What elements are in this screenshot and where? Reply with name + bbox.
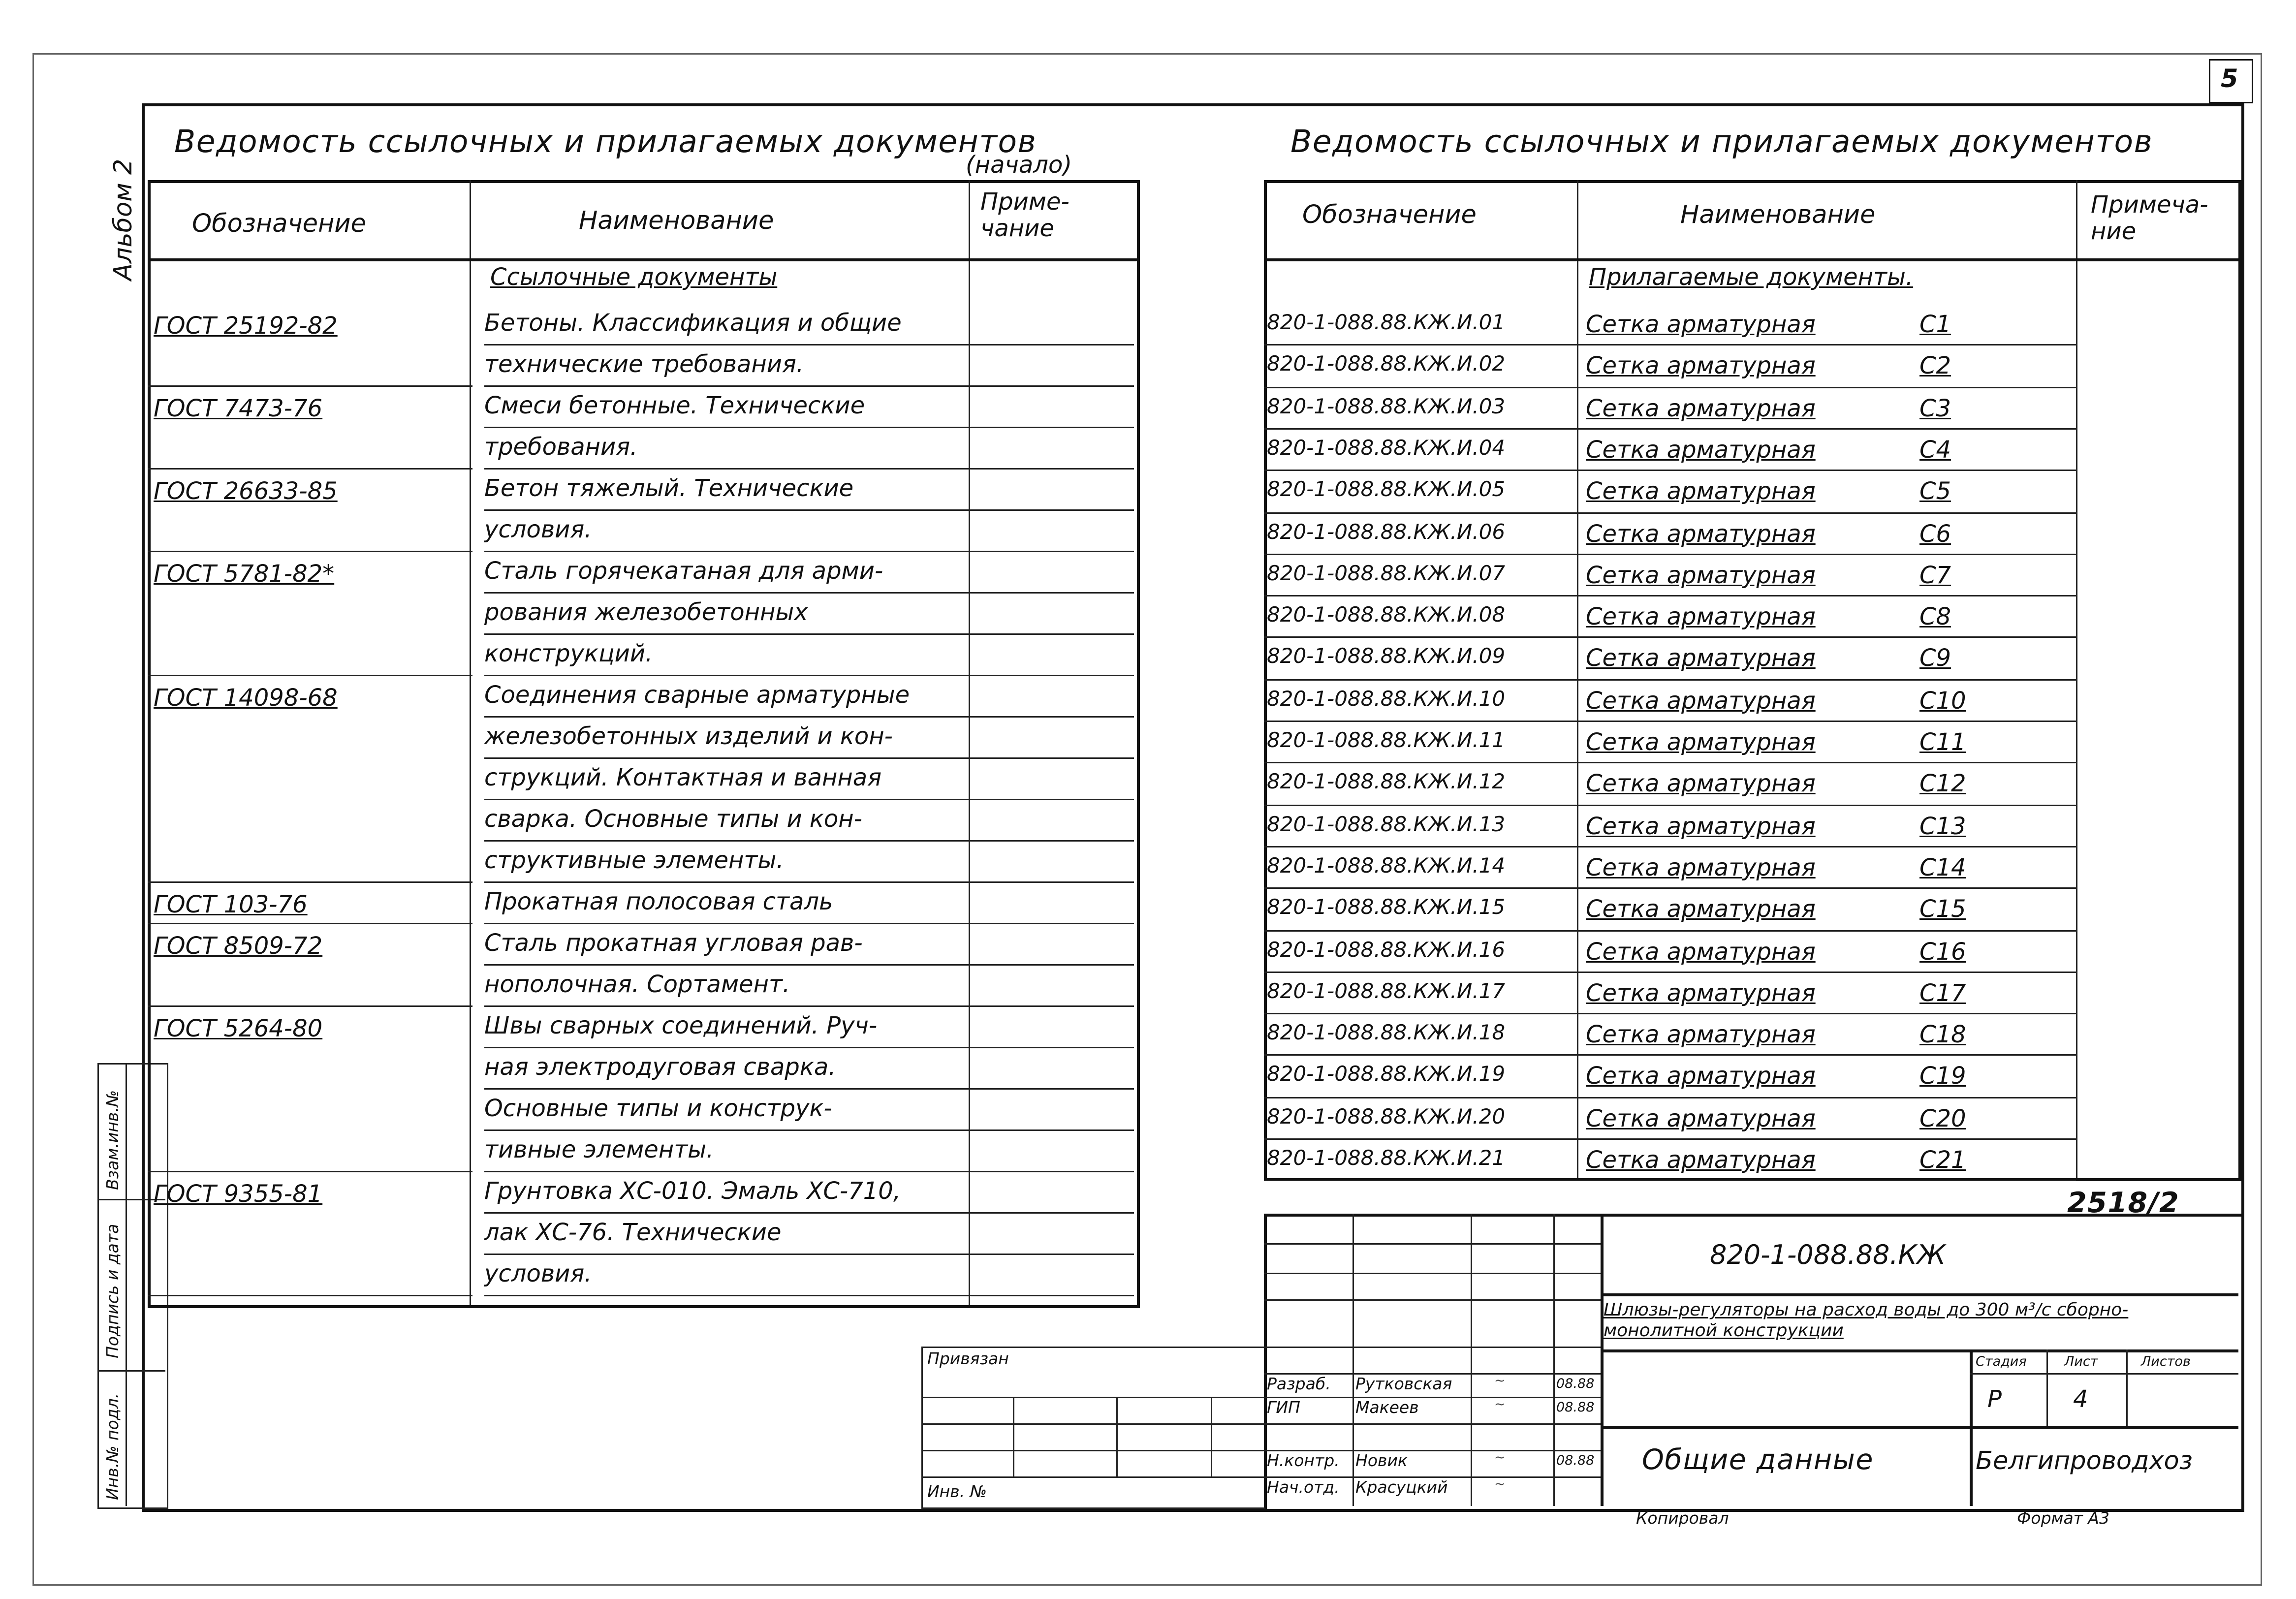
left-row-name-line: ная электродуговая сварка. <box>484 1053 836 1081</box>
left-table-title: Ведомость ссылочных и прилагаемых документов <box>174 124 1037 159</box>
left-row-separator <box>148 551 472 552</box>
right-row-line <box>1264 721 2076 722</box>
left-header-designation: Обозначение <box>192 210 366 239</box>
right-row-line <box>1264 1055 2076 1056</box>
left-row-code: ГОСТ 8509-72 <box>154 932 323 960</box>
bound-h2 <box>921 1423 1264 1425</box>
right-row-mark: С5 <box>1919 477 1951 505</box>
right-row-code: 820-1-088.88.КЖ.И.10 <box>1267 688 1506 712</box>
left-row-separator <box>148 923 472 924</box>
right-row-name: Сетка арматурная <box>1586 686 1816 715</box>
inv-label: Инв. № <box>927 1482 987 1502</box>
left-row-code: ГОСТ 7473-76 <box>154 394 323 422</box>
left-col-divider-1 <box>470 180 471 1305</box>
left-row-name-line: структивные элементы. <box>484 846 784 874</box>
side-strip-divider <box>126 1063 127 1506</box>
left-row-code: ГОСТ 103-76 <box>154 890 308 918</box>
signature-role: Н.контр. <box>1267 1451 1340 1471</box>
right-row-mark: С9 <box>1919 644 1951 673</box>
right-row-name: Сетка арматурная <box>1586 519 1816 547</box>
side-vzam-inv: Взам.инв.№ <box>103 1090 123 1190</box>
right-row-code: 820-1-088.88.КЖ.И.14 <box>1267 854 1506 878</box>
tb-v4 <box>1601 1214 1604 1506</box>
tb-document-code: 820-1-088.88.КЖ <box>1710 1240 1946 1271</box>
left-row-name-line: Основные типы и конструк- <box>484 1094 832 1122</box>
left-row-name-line: условия. <box>484 515 592 543</box>
handwritten-signature: ~ <box>1494 1451 1506 1466</box>
right-row-code: 820-1-088.88.КЖ.И.02 <box>1267 353 1506 377</box>
left-row-separator <box>148 1295 472 1296</box>
left-row-name-line: технические требования. <box>484 350 804 378</box>
bound-v1 <box>1013 1397 1014 1476</box>
left-row-code: ГОСТ 5781-82* <box>154 560 335 588</box>
stamp-number: 2518/2 <box>2067 1187 2180 1220</box>
copied-label: Копировал <box>1636 1509 1729 1528</box>
left-row-name-line: Сталь прокатная угловая рав- <box>484 929 863 957</box>
right-row-code: 820-1-088.88.КЖ.И.21 <box>1267 1147 1506 1171</box>
left-row-name-line: конструкций. <box>484 639 653 667</box>
right-row-line <box>1264 1097 2076 1098</box>
right-row-code: 820-1-088.88.КЖ.И.16 <box>1267 938 1506 962</box>
left-row-separator <box>148 385 472 387</box>
right-row-line <box>1264 595 2076 596</box>
bound-v2 <box>1116 1397 1118 1476</box>
right-row-code: 820-1-088.88.КЖ.И.18 <box>1267 1022 1506 1046</box>
right-row-code: 820-1-088.88.КЖ.И.07 <box>1267 562 1506 586</box>
tb-description: Шлюзы-регуляторы на расход воды до 300 м³/с сборно-монолитной конструкции <box>1604 1299 2129 1341</box>
right-row-mark: С18 <box>1919 1020 1966 1049</box>
right-row-code: 820-1-088.88.КЖ.И.20 <box>1267 1105 1506 1129</box>
right-row-line <box>1264 1180 2076 1182</box>
right-row-code: 820-1-088.88.КЖ.И.06 <box>1267 520 1506 544</box>
tb-h7 <box>1264 1423 1601 1425</box>
right-row-line <box>1264 637 2076 638</box>
right-row-mark: С17 <box>1919 978 1966 1007</box>
right-row-name: Сетка арматурная <box>1586 728 1816 756</box>
right-row-mark: С3 <box>1919 393 1951 422</box>
bound-label: Привязан <box>927 1349 1009 1369</box>
left-row-line <box>484 799 1134 800</box>
album-label: Альбом 2 <box>109 158 139 281</box>
right-row-mark: С14 <box>1919 853 1966 881</box>
right-row-code: 820-1-088.88.КЖ.И.09 <box>1267 646 1506 670</box>
left-col-divider-2 <box>969 180 970 1305</box>
left-header-name: Наименование <box>579 207 774 236</box>
side-sign-date: Подпись и дата <box>103 1223 123 1358</box>
right-row-line <box>1264 1013 2076 1014</box>
side-strip-line-2 <box>97 1370 165 1372</box>
left-row-code: ГОСТ 26633-85 <box>154 477 338 505</box>
left-table-title-note: (начало) <box>966 151 1072 179</box>
left-section-title: Ссылочные документы <box>490 263 778 291</box>
page-number: 5 <box>2221 65 2238 94</box>
right-row-line <box>1264 345 2076 346</box>
left-header-note: Приме- чание <box>980 188 1069 242</box>
right-row-mark: С13 <box>1919 811 1966 840</box>
right-row-line <box>1264 930 2076 931</box>
tb-stage-v1 <box>2046 1349 2048 1426</box>
tb-stage: Р <box>1987 1385 2002 1413</box>
right-row-name: Сетка арматурная <box>1586 1062 1816 1091</box>
left-row-line <box>484 881 1134 883</box>
handwritten-signature: ~ <box>1494 1398 1506 1413</box>
right-header-note: Примеча- ние <box>2091 190 2208 245</box>
right-col-divider-2 <box>2076 180 2077 1178</box>
left-row-line <box>484 716 1134 718</box>
right-row-name: Сетка арматурная <box>1586 435 1816 464</box>
right-row-code: 820-1-088.88.КЖ.И.05 <box>1267 478 1506 502</box>
signature-date: 08.88 <box>1556 1401 1595 1416</box>
left-row-name-line: Бетон тяжелый. Технические <box>484 474 854 502</box>
right-row-line <box>1264 428 2076 430</box>
right-row-mark: С15 <box>1919 895 1966 923</box>
left-row-line <box>484 1254 1134 1255</box>
right-header-line <box>1264 258 2238 261</box>
left-row-line <box>484 757 1134 759</box>
left-row-name-line: Сталь горячекатаная для арми- <box>484 557 883 585</box>
right-row-line <box>1264 679 2076 680</box>
right-row-mark: С16 <box>1919 937 1966 965</box>
right-row-mark: С6 <box>1919 519 1951 547</box>
right-row-name: Сетка арматурная <box>1586 561 1816 589</box>
bound-h3 <box>921 1450 1264 1451</box>
signature-name: Рутковская <box>1355 1375 1452 1394</box>
right-row-name: Сетка арматурная <box>1586 602 1816 631</box>
right-row-line <box>1264 553 2076 555</box>
bound-v3 <box>1211 1397 1212 1476</box>
left-row-line <box>484 385 1134 387</box>
tb-v3 <box>1553 1214 1555 1506</box>
left-row-name-line: Грунтовка ХС-010. Эмаль ХС-710, <box>484 1177 901 1205</box>
left-row-line <box>484 1047 1134 1048</box>
right-row-mark: С7 <box>1919 561 1951 589</box>
right-row-mark: С21 <box>1919 1146 1966 1174</box>
handwritten-signature: ~ <box>1494 1375 1506 1389</box>
right-row-name: Сетка арматурная <box>1586 853 1816 881</box>
right-table-title: Ведомость ссылочных и прилагаемых документов <box>1290 124 2153 159</box>
tb-v1 <box>1352 1214 1354 1506</box>
left-row-name-line: железобетонных изделий и кон- <box>484 722 893 750</box>
left-header-line <box>148 258 1137 261</box>
left-row-code: ГОСТ 14098-68 <box>154 684 338 712</box>
right-header-designation: Обозначение <box>1302 201 1477 230</box>
right-row-name: Сетка арматурная <box>1586 937 1816 965</box>
left-row-line <box>484 964 1134 966</box>
left-row-name-line: Бетоны. Классификация и общие <box>484 309 902 337</box>
tb-stage-h <box>1970 1373 2238 1375</box>
left-row-code: ГОСТ 25192-82 <box>154 312 338 340</box>
right-row-name: Сетка арматурная <box>1586 351 1816 380</box>
format-label: Формат А3 <box>2017 1509 2109 1528</box>
right-row-name: Сетка арматурная <box>1586 1020 1816 1049</box>
tb-stage-label: Стадия <box>1976 1355 2027 1370</box>
right-row-mark: С19 <box>1919 1062 1966 1091</box>
left-row-line <box>484 427 1134 428</box>
tb-h3 <box>1264 1299 1601 1301</box>
signature-name: Макеев <box>1355 1398 1419 1417</box>
right-row-code: 820-1-088.88.КЖ.И.03 <box>1267 395 1506 419</box>
left-row-line <box>484 344 1134 345</box>
left-row-line <box>484 633 1134 635</box>
signature-name: Красуцкий <box>1355 1478 1448 1497</box>
left-row-line <box>484 592 1134 594</box>
left-row-code: ГОСТ 5264-80 <box>154 1014 323 1042</box>
right-row-code: 820-1-088.88.КЖ.И.08 <box>1267 604 1506 628</box>
left-row-line <box>484 1295 1134 1296</box>
signature-role: Нач.отд. <box>1267 1478 1340 1497</box>
right-row-name: Сетка арматурная <box>1586 310 1816 338</box>
left-row-name-line: Швы сварных соединений. Руч- <box>484 1011 878 1039</box>
tb-sheet-title: Общие данные <box>1642 1444 1874 1476</box>
tb-sheets-label: Листов <box>2141 1355 2191 1370</box>
left-row-line <box>484 1005 1134 1007</box>
tb-stage-v2 <box>2126 1349 2128 1426</box>
right-row-mark: С10 <box>1919 686 1966 715</box>
left-row-name-line: нополочная. Сортамент. <box>484 970 790 998</box>
right-row-code: 820-1-088.88.КЖ.И.19 <box>1267 1064 1506 1088</box>
left-row-name-line: тивные элементы. <box>484 1135 714 1163</box>
left-row-name-line: рования железобетонных <box>484 598 808 626</box>
right-row-code: 820-1-088.88.КЖ.И.15 <box>1267 896 1506 920</box>
right-row-line <box>1264 386 2076 388</box>
right-row-code: 820-1-088.88.КЖ.И.13 <box>1267 813 1506 837</box>
tb-h2 <box>1264 1273 1601 1274</box>
left-row-line <box>484 1212 1134 1214</box>
right-row-code: 820-1-088.88.КЖ.И.01 <box>1267 312 1506 335</box>
tb-v2 <box>1471 1214 1472 1506</box>
right-row-line <box>1264 888 2076 889</box>
right-section-title: Прилагаемые документы. <box>1589 263 1914 291</box>
right-header-name: Наименование <box>1680 201 1876 230</box>
right-row-mark: С2 <box>1919 351 1951 380</box>
right-row-mark: С4 <box>1919 435 1951 464</box>
left-row-name-line: Соединения сварные арматурные <box>484 681 910 709</box>
tb-sheet-label: Лист <box>2064 1355 2098 1370</box>
right-row-code: 820-1-088.88.КЖ.И.12 <box>1267 771 1506 795</box>
left-row-line <box>484 1129 1134 1131</box>
right-row-line <box>1264 846 2076 847</box>
right-row-code: 820-1-088.88.КЖ.И.17 <box>1267 980 1506 1004</box>
right-row-mark: С11 <box>1919 728 1966 756</box>
left-row-separator <box>148 1005 472 1007</box>
left-row-name-line: требования. <box>484 433 638 461</box>
left-row-name-line: Смеси бетонные. Технические <box>484 391 865 419</box>
tb-right-h2 <box>1601 1349 2238 1352</box>
tb-h4 <box>1264 1347 1601 1348</box>
right-row-code: 820-1-088.88.КЖ.И.04 <box>1267 437 1506 461</box>
left-row-name-line: Прокатная полосовая сталь <box>484 887 833 915</box>
right-row-name: Сетка арматурная <box>1586 1146 1816 1174</box>
left-row-name-line: условия. <box>484 1259 592 1287</box>
left-row-line <box>484 551 1134 552</box>
bound-h1 <box>921 1397 1264 1398</box>
left-row-line <box>484 675 1134 676</box>
right-row-name: Сетка арматурная <box>1586 477 1816 505</box>
tb-organization: Белгипроводхоз <box>1976 1447 2193 1476</box>
right-row-mark: С12 <box>1919 769 1966 798</box>
signature-role: ГИП <box>1267 1398 1300 1417</box>
left-row-separator <box>148 675 472 676</box>
right-row-name: Сетка арматурная <box>1586 1104 1816 1132</box>
tb-right-h3 <box>1601 1426 2238 1429</box>
signature-name: Новик <box>1355 1451 1408 1471</box>
tb-sheet: 4 <box>2073 1385 2088 1413</box>
left-row-separator <box>148 881 472 883</box>
right-row-name: Сетка арматурная <box>1586 644 1816 673</box>
right-row-code: 820-1-088.88.КЖ.И.11 <box>1267 729 1506 753</box>
left-row-line <box>484 1171 1134 1172</box>
right-row-name: Сетка арматурная <box>1586 393 1816 422</box>
right-row-name: Сетка арматурная <box>1586 769 1816 798</box>
handwritten-signature: ~ <box>1494 1478 1506 1493</box>
tb-right-h1 <box>1601 1293 2238 1296</box>
right-row-name: Сетка арматурная <box>1586 811 1816 840</box>
left-row-name-line: сварка. Основные типы и кон- <box>484 805 862 833</box>
left-row-code: ГОСТ 9355-81 <box>154 1180 323 1208</box>
left-row-separator <box>148 468 472 470</box>
left-row-line <box>484 923 1134 924</box>
tb-h1 <box>1264 1243 1601 1245</box>
tb-h6 <box>1264 1397 1601 1398</box>
signature-date: 08.88 <box>1556 1378 1595 1392</box>
left-row-line <box>484 468 1134 470</box>
right-row-line <box>1264 804 2076 806</box>
right-row-name: Сетка арматурная <box>1586 978 1816 1007</box>
right-row-line <box>1264 470 2076 471</box>
left-row-separator <box>148 1171 472 1172</box>
right-row-line <box>1264 762 2076 764</box>
bound-h4 <box>921 1476 1264 1478</box>
right-row-mark: С1 <box>1919 310 1951 338</box>
signature-date: 08.88 <box>1556 1454 1595 1469</box>
right-row-line <box>1264 1138 2076 1140</box>
left-row-line <box>484 1088 1134 1090</box>
left-row-name-line: струкций. Контактная и ванная <box>484 763 882 791</box>
right-row-line <box>1264 971 2076 972</box>
right-row-mark: С20 <box>1919 1104 1966 1132</box>
right-row-name: Сетка арматурная <box>1586 895 1816 923</box>
signature-role: Разраб. <box>1267 1375 1331 1394</box>
right-row-mark: С8 <box>1919 602 1951 631</box>
side-inv-podl: Инв.№ подл. <box>103 1393 123 1500</box>
left-row-name-line: лак ХС-76. Технические <box>484 1218 782 1246</box>
right-row-line <box>1264 512 2076 513</box>
left-row-line <box>484 840 1134 842</box>
left-row-line <box>484 509 1134 511</box>
